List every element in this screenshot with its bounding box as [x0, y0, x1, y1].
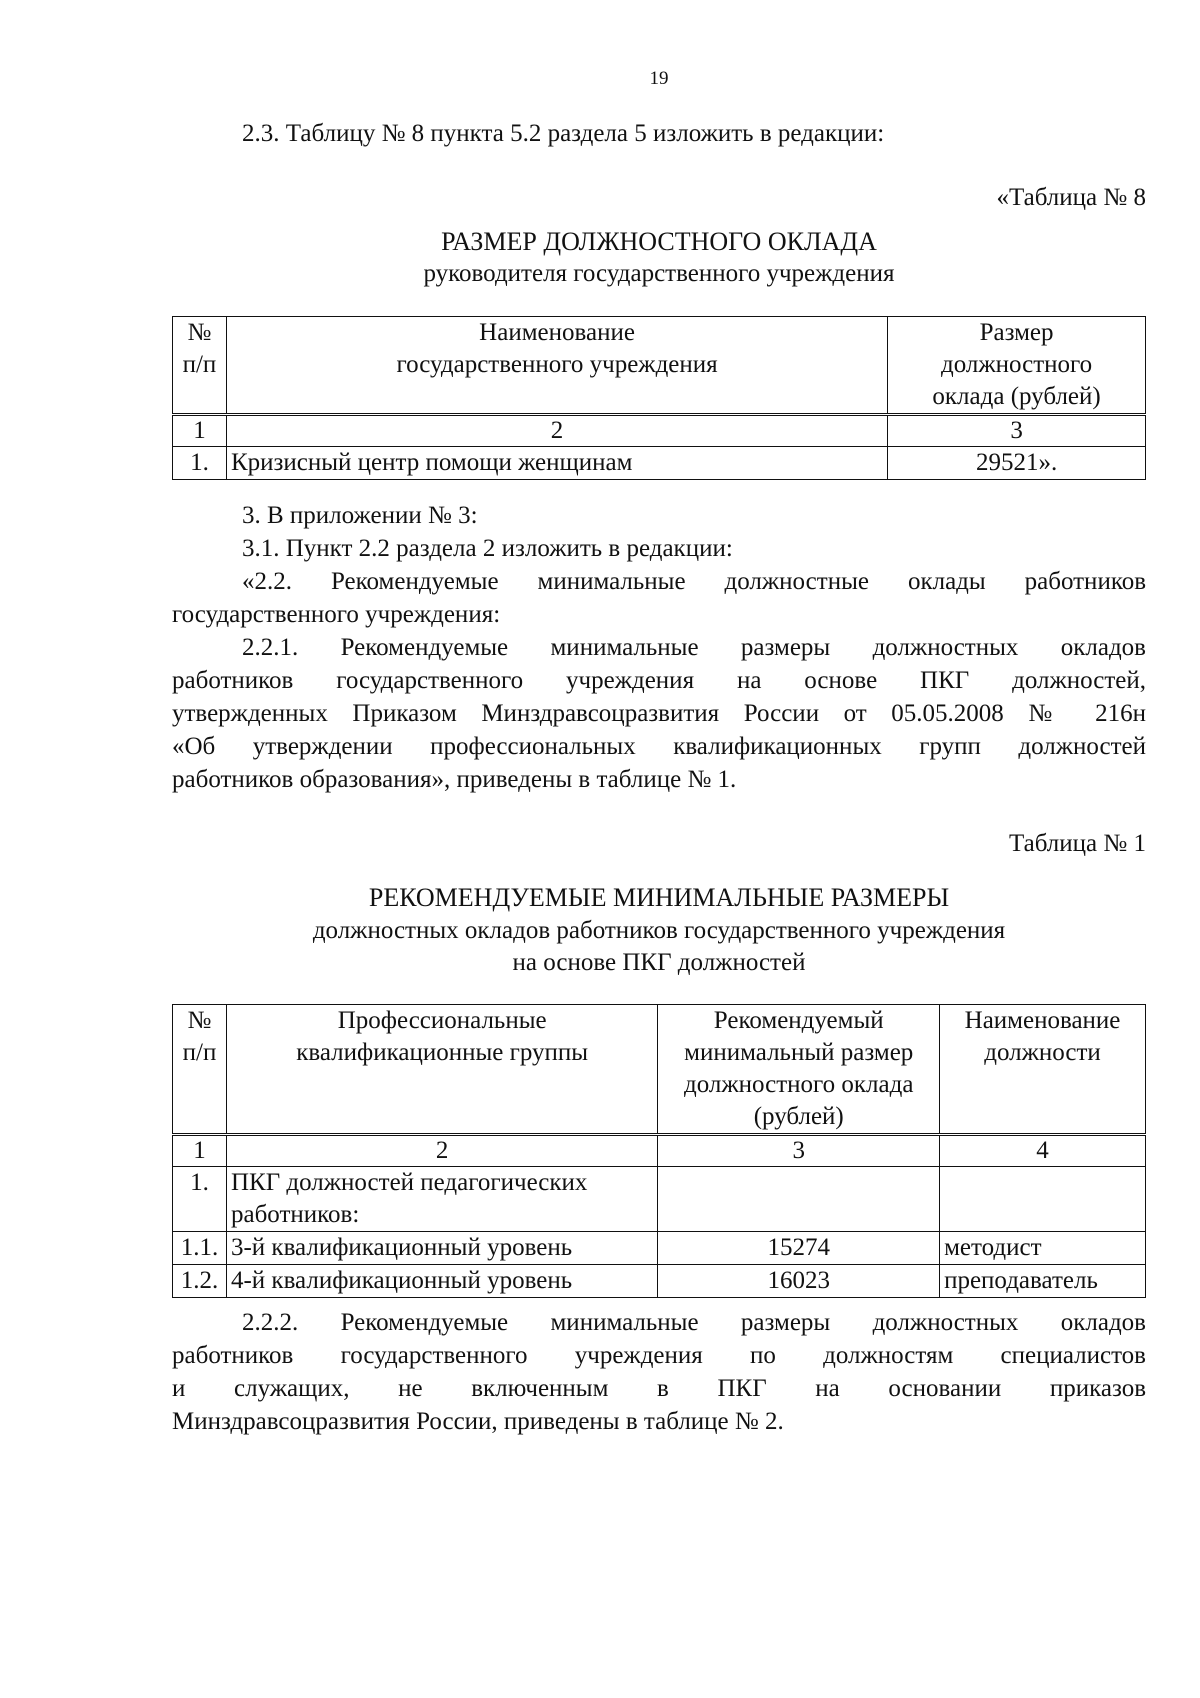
table1: [172, 1004, 1146, 1298]
column-number: 4: [940, 1135, 1146, 1167]
paragraph-2-2-2-line4: Минздравсоцразвития России, приведены в таблице № 2.: [172, 1408, 784, 1435]
table8: [172, 316, 1146, 480]
table8-subtitle: руководителя государственного учреждения: [423, 260, 895, 287]
column-number: 2: [226, 415, 887, 447]
header-text: п/п: [182, 351, 217, 378]
header-text: должностного: [940, 351, 1093, 378]
paragraph-3: 3. В приложении № 3:: [242, 502, 478, 529]
table-row: [173, 1265, 1146, 1298]
table-row: [173, 1167, 1146, 1232]
table-row: [173, 1232, 1146, 1265]
table8-header-name: [226, 317, 887, 415]
column-number: 2: [226, 1135, 657, 1167]
row-number: 1.2.: [173, 1265, 227, 1298]
paragraph-2-2-1-line4: «Об утверждении профессиональных квалификационных групп должностей: [172, 733, 1146, 760]
header-text: (рублей): [753, 1103, 844, 1130]
paragraph-2-2-2-line2: работников государственного учреждения по должностям специалистов: [172, 1342, 1146, 1369]
paragraph-2-2-line2: государственного учреждения:: [172, 601, 501, 628]
table1-header-groups: [226, 1005, 657, 1135]
paragraph-2-2-1-line1: 2.2.1. Рекомендуемые минимальные размеры должностных окладов: [242, 634, 1146, 661]
header-text: Наименование: [479, 319, 635, 346]
table1-column-numbers: [173, 1135, 1146, 1167]
row-number: 1.: [173, 447, 227, 480]
header-text: Профессиональные: [337, 1007, 547, 1034]
header-text: должностного оклада: [683, 1071, 914, 1098]
header-text: №: [187, 319, 212, 346]
group-name-line: ПКГ должностей педагогических: [230, 1169, 588, 1196]
paragraph-2-2-1-line5: работников образования», приведены в таблице № 1.: [172, 766, 737, 793]
table1-header-row: [173, 1005, 1146, 1135]
header-text: квалификационные группы: [296, 1039, 589, 1066]
salary-value: [658, 1167, 940, 1232]
position-name: преподаватель: [940, 1265, 1146, 1298]
table8-title: РАЗМЕР ДОЛЖНОСТНОГО ОКЛАДА: [441, 227, 877, 256]
header-text: оклада (рублей): [932, 383, 1101, 410]
table-row: [173, 447, 1146, 480]
paragraph-2-2-2-line1: 2.2.2. Рекомендуемые минимальные размеры должностных окладов: [242, 1309, 1146, 1336]
group-name: 4-й квалификационный уровень: [226, 1265, 657, 1298]
header-text: Наименование: [964, 1007, 1121, 1034]
paragraph-2-2-line1: «2.2. Рекомендуемые минимальные должностные оклады работников: [242, 568, 1146, 595]
paragraph-2-2-1-line2: работников государственного учреждения на основе ПКГ должностей,: [172, 667, 1146, 694]
paragraph-2-2-2-line3: и служащих, не включенным в ПКГ на основании приказов: [172, 1375, 1146, 1402]
salary-value: 29521».: [888, 447, 1146, 480]
table8-column-numbers: [173, 415, 1146, 447]
column-number: 3: [658, 1135, 940, 1167]
group-name: 3-й квалификационный уровень: [226, 1232, 657, 1265]
header-text: должности: [984, 1039, 1101, 1066]
row-number: 1.: [173, 1167, 227, 1232]
header-text: Размер: [979, 319, 1054, 346]
page-number: 19: [649, 68, 669, 89]
table1-title: РЕКОМЕНДУЕМЫЕ МИНИМАЛЬНЫЕ РАЗМЕРЫ: [368, 883, 950, 912]
paragraph-2-2-1-line3: утвержденных Приказом Минздравсоцразвития России от 05.05.2008 № 216н: [172, 700, 1146, 727]
header-text: Рекомендуемый: [713, 1007, 884, 1034]
table8-header-size: [888, 317, 1146, 415]
salary-value: 16023: [658, 1265, 940, 1298]
table1-header-position: [940, 1005, 1146, 1135]
table1-subtitle-line2: на основе ПКГ должностей: [512, 949, 806, 976]
salary-value: 15274: [658, 1232, 940, 1265]
table1-subtitle-line1: должностных окладов работников государственного учреждения: [312, 917, 1006, 944]
position-name: методист: [940, 1232, 1146, 1265]
institution-name: Кризисный центр помощи женщинам: [226, 447, 887, 480]
table8-label: «Таблица № 8: [996, 184, 1146, 211]
column-number: 1: [173, 1135, 227, 1167]
column-number: 3: [888, 415, 1146, 447]
table8-header-row: [173, 317, 1146, 415]
paragraph-2-3: 2.3. Таблицу № 8 пункта 5.2 раздела 5 изложить в редакции:: [242, 120, 885, 147]
group-name-line: работников:: [230, 1201, 360, 1228]
table1-header-num: [173, 1005, 227, 1135]
table1-header-recommended: [658, 1005, 940, 1135]
header-text: №: [187, 1007, 212, 1034]
column-number: 1: [173, 415, 227, 447]
header-text: государственного учреждения: [396, 351, 718, 378]
table1-label: Таблица № 1: [1008, 830, 1146, 857]
header-text: минимальный размер: [684, 1039, 914, 1066]
group-name: [226, 1167, 657, 1232]
header-text: п/п: [182, 1039, 217, 1066]
row-number: 1.1.: [173, 1232, 227, 1265]
paragraph-3-1: 3.1. Пункт 2.2 раздела 2 изложить в редакции:: [242, 535, 733, 562]
table8-header-num: [173, 317, 227, 415]
position-name: [940, 1167, 1146, 1232]
